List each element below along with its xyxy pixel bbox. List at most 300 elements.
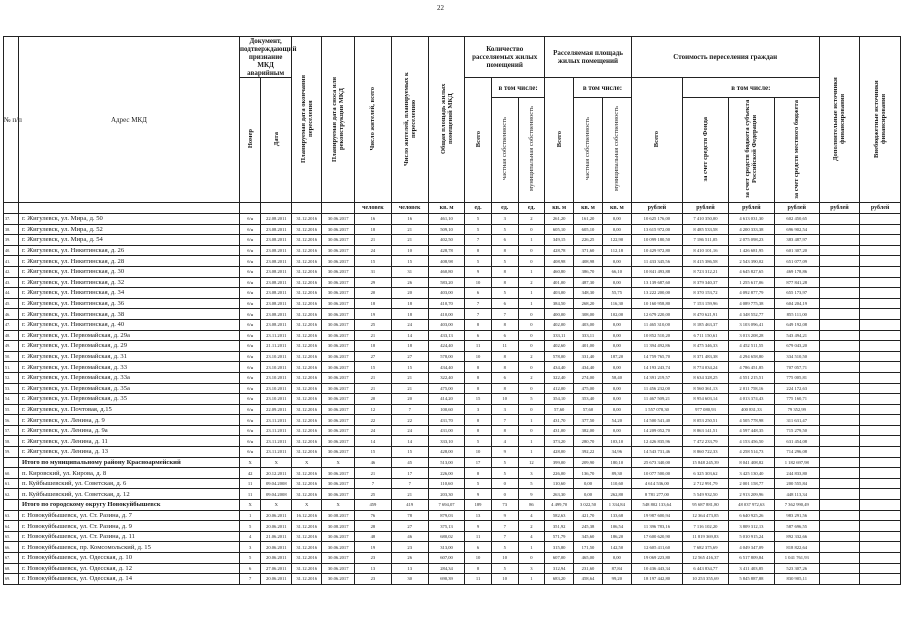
unit-cell: ед.: [491, 203, 518, 214]
value-cell: 110,60: [428, 478, 464, 489]
value-cell: 18: [355, 341, 391, 352]
value-cell: б/н: [239, 309, 260, 320]
value-cell: 410,00: [428, 309, 464, 320]
value-cell: 23.10.2011: [261, 372, 292, 383]
value-cell: б/н: [239, 277, 260, 288]
row-number: 61.: [4, 478, 19, 489]
value-cell: [819, 224, 860, 235]
value-cell: 9: [465, 489, 492, 500]
value-cell: 0,00: [602, 256, 631, 267]
value-cell: 30.06.2017: [322, 277, 355, 288]
value-cell: 322,40: [428, 372, 464, 383]
value-cell: 23.11.2011: [261, 415, 292, 426]
value-cell: 46: [355, 457, 391, 468]
value-cell: 14: [391, 330, 428, 341]
value-cell: 14 391 219,57: [631, 372, 682, 383]
value-cell: 4: [239, 531, 260, 542]
value-cell: 8: [465, 372, 492, 383]
value-cell: 23.08.2011: [261, 277, 292, 288]
value-cell: 30.06.2017: [322, 394, 355, 405]
value-cell: 10 625 176,00: [631, 214, 682, 225]
value-cell: [860, 394, 901, 405]
value-cell: 23.11.2011: [261, 330, 292, 341]
table-row: [4, 489, 901, 500]
value-cell: 0,00: [602, 394, 631, 405]
value-cell: 30.06.2017: [322, 415, 355, 426]
row-number: 41.: [4, 256, 19, 267]
value-cell: 428,78: [428, 245, 464, 256]
value-cell: 180,10: [602, 457, 631, 468]
value-cell: 5: [491, 256, 518, 267]
value-cell: [819, 235, 860, 246]
value-cell: 0: [491, 478, 518, 489]
header-area-incl: в том числе:: [574, 78, 632, 98]
value-cell: 4 092 877,79: [728, 288, 774, 299]
row-number: 37.: [4, 214, 19, 225]
address-cell: г. Жигулевск, ул. Никитинская, д. 38: [18, 309, 239, 320]
value-cell: б/н: [239, 362, 260, 373]
value-cell: 384,50: [545, 298, 574, 309]
address-cell: г. Новокуйбышевск, ул. Одесская, д. 10: [18, 553, 239, 564]
value-cell: 5 010 915,24: [728, 531, 774, 542]
value-cell: 649 192,08: [774, 319, 819, 330]
value-cell: 110,60: [545, 478, 574, 489]
value-cell: 9: [491, 447, 518, 458]
row-number: 55.: [4, 404, 19, 415]
value-cell: 31.12.2016: [292, 531, 322, 542]
value-cell: 30.06.2017: [322, 563, 355, 574]
value-cell: 15: [391, 447, 428, 458]
value-cell: [860, 256, 901, 267]
value-cell: 87,84: [602, 563, 631, 574]
value-cell: 19 987 600,94: [631, 510, 682, 521]
value-cell: [819, 319, 860, 330]
value-cell: 21: [355, 372, 391, 383]
value-cell: 403,00: [545, 288, 574, 299]
value-cell: 382,00: [574, 425, 603, 436]
value-cell: [819, 362, 860, 373]
row-number: 48.: [4, 330, 19, 341]
value-cell: 465,00: [574, 553, 603, 564]
value-cell: [819, 351, 860, 362]
value-cell: 13 139 687,60: [631, 277, 682, 288]
value-cell: 8 774 034,24: [683, 362, 729, 373]
header-area-total: Всего: [545, 78, 574, 203]
value-cell: [860, 553, 901, 564]
value-cell: 30.06.2017: [322, 288, 355, 299]
value-cell: 31.12.2016: [292, 563, 322, 574]
value-cell: [860, 468, 901, 479]
value-cell: 7: [355, 478, 391, 489]
value-cell: 5 549 932,50: [683, 489, 729, 500]
value-cell: 30.06.2017: [322, 574, 355, 585]
value-cell: 31.12.2016: [292, 542, 322, 553]
value-cell: 57,60: [574, 404, 603, 415]
address-cell: г. Жигулевск, ул. Ленина, д. 13: [18, 447, 239, 458]
value-cell: 86: [518, 500, 545, 511]
value-cell: 3: [491, 214, 518, 225]
value-cell: 14 543 731,46: [631, 447, 682, 458]
value-cell: 2 011 758,16: [728, 383, 774, 394]
table-row: [4, 372, 901, 383]
value-cell: 400,00: [545, 309, 574, 320]
value-cell: 31.12.2016: [292, 447, 322, 458]
row-number: 46.: [4, 309, 19, 320]
table-row: [4, 415, 901, 426]
address-cell: г. Новокуйбышевск, ул. Ст. Разина, д. 9: [18, 521, 239, 532]
value-cell: 10: [465, 277, 492, 288]
value-cell: 284,34: [428, 563, 464, 574]
value-cell: 10: [465, 351, 492, 362]
value-cell: 31.12.2016: [292, 415, 322, 426]
value-cell: 3: [518, 563, 545, 574]
unit-cell: кв. м: [602, 203, 631, 214]
value-cell: [860, 288, 901, 299]
value-cell: 23.11.2011: [261, 425, 292, 436]
value-cell: 714 296,08: [774, 447, 819, 458]
value-cell: 1: [518, 266, 545, 277]
value-cell: 26: [391, 553, 428, 564]
value-cell: 8: [465, 319, 492, 330]
value-cell: [819, 531, 860, 542]
value-cell: 7 362 990,49: [774, 500, 819, 511]
value-cell: 402,00: [545, 319, 574, 330]
value-cell: 696 902,54: [774, 224, 819, 235]
row-number: 50.: [4, 351, 19, 362]
value-cell: 23.10.2011: [261, 394, 292, 405]
value-cell: X: [322, 457, 355, 468]
value-cell: 27.06.2011: [261, 563, 292, 574]
table-row: [4, 553, 901, 564]
table-row: [4, 288, 901, 299]
value-cell: б/н: [239, 425, 260, 436]
address-cell: г. Жигулевск, ул. Мира, д. 54: [18, 235, 239, 246]
value-cell: 21: [391, 372, 428, 383]
value-cell: 431,70: [428, 415, 464, 426]
value-cell: [819, 256, 860, 267]
value-cell: 8 723 312,21: [683, 266, 729, 277]
value-cell: [860, 563, 901, 574]
header-total-area: Общая площадь жилых помещений МКД: [428, 37, 464, 203]
value-cell: [860, 510, 901, 521]
value-cell: 5: [518, 478, 545, 489]
value-cell: 31.12.2016: [292, 277, 322, 288]
value-cell: 11 396 783,16: [631, 521, 682, 532]
value-cell: 14: [355, 436, 391, 447]
value-cell: 10: [491, 553, 518, 564]
value-cell: 17 600 620,90: [631, 531, 682, 542]
value-cell: 31.12.2016: [292, 574, 322, 585]
value-cell: 30.06.2017: [322, 531, 355, 542]
value-cell: б/н: [239, 383, 260, 394]
value-cell: 3: [239, 542, 260, 553]
value-cell: 0: [518, 383, 545, 394]
value-cell: 308,00: [574, 309, 603, 320]
value-cell: 31.12.2016: [292, 214, 322, 225]
row-number: 49.: [4, 341, 19, 352]
value-cell: [819, 563, 860, 574]
row-number: 52.: [4, 372, 19, 383]
value-cell: 18: [355, 224, 391, 235]
value-cell: [860, 500, 901, 511]
value-cell: 12: [518, 457, 545, 468]
value-cell: 977 080,93: [683, 404, 729, 415]
value-cell: 30.06.2017: [322, 553, 355, 564]
value-cell: 0: [518, 245, 545, 256]
value-cell: 3 425 130,40: [728, 468, 774, 479]
value-cell: 690,39: [428, 574, 464, 585]
value-cell: 2: [518, 521, 545, 532]
value-cell: [860, 372, 901, 383]
value-cell: 578,00: [545, 351, 574, 362]
value-cell: 7 410 350,00: [683, 214, 729, 225]
value-cell: 22.09.2011: [261, 404, 292, 415]
value-cell: 31.12.2016: [292, 309, 322, 320]
value-cell: 20: [355, 288, 391, 299]
value-cell: 2: [518, 351, 545, 362]
value-cell: [860, 574, 901, 585]
value-cell: 4 200 333,38: [728, 224, 774, 235]
address-cell: г. Жигулевск, ул. Первомайская, д. 35а: [18, 383, 239, 394]
table-row: [4, 266, 901, 277]
value-cell: 7: [391, 404, 428, 415]
value-cell: 1: [518, 447, 545, 458]
value-cell: 31.12.2016: [292, 266, 322, 277]
value-cell: [819, 245, 860, 256]
value-cell: 1 182 697,98: [774, 457, 819, 468]
header-cost-incl: в том числе:: [683, 78, 820, 98]
value-cell: 353,40: [574, 394, 603, 405]
value-cell: 6: [465, 542, 492, 553]
address-cell: г. Жигулевск, ул. Первомайская, д. 33: [18, 362, 239, 373]
value-cell: 10: [491, 394, 518, 405]
subtotal-row: [4, 500, 901, 511]
value-cell: 19: [355, 309, 391, 320]
value-cell: 13: [355, 563, 391, 574]
value-cell: 428,00: [545, 447, 574, 458]
value-cell: 8: [491, 277, 518, 288]
value-cell: 7 186 511,05: [683, 235, 729, 246]
value-cell: 434,40: [428, 362, 464, 373]
value-cell: 14 500 541,40: [631, 415, 682, 426]
value-cell: б/н: [239, 447, 260, 458]
value-cell: 100,60: [428, 404, 464, 415]
value-cell: 11: [491, 341, 518, 352]
value-cell: [819, 288, 860, 299]
value-cell: 419: [391, 500, 428, 511]
value-cell: 23: [391, 542, 428, 553]
value-cell: 226,00: [428, 468, 464, 479]
value-cell: 263,30: [545, 489, 574, 500]
value-cell: [819, 542, 860, 553]
value-cell: 4 452 511,55: [728, 341, 774, 352]
value-cell: 203,30: [428, 489, 464, 500]
value-cell: б/н: [239, 436, 260, 447]
value-cell: 431,00: [545, 425, 574, 436]
value-cell: 21: [355, 330, 391, 341]
address-cell: Итого по городскому округу Новокуйбышевск: [18, 500, 239, 511]
value-cell: б/н: [239, 330, 260, 341]
value-cell: 15: [391, 362, 428, 373]
value-cell: 8 410 101,16: [683, 245, 729, 256]
value-cell: [819, 277, 860, 288]
value-cell: 15: [355, 362, 391, 373]
value-cell: [860, 404, 901, 415]
value-cell: 2 712 991,79: [683, 478, 729, 489]
value-cell: 4 551 215,51: [728, 372, 774, 383]
value-cell: 30.06.2017: [322, 468, 355, 479]
value-cell: 351,92: [545, 521, 574, 532]
header-residents-total: Число жителей, всего: [355, 37, 391, 203]
table-row: [4, 319, 901, 330]
value-cell: б/н: [239, 266, 260, 277]
value-cell: 5 845 887,88: [728, 574, 774, 585]
header-document: Документ, подтверждающий признание МКД аварийным: [239, 37, 297, 77]
row-number: [4, 457, 19, 468]
value-cell: 403,00: [428, 319, 464, 330]
value-cell: 0,00: [602, 330, 631, 341]
value-cell: 2 075 098,23: [728, 235, 774, 246]
value-cell: 1 557 078,30: [631, 404, 682, 415]
value-cell: 8: [465, 415, 492, 426]
row-number: 39.: [4, 235, 19, 246]
row-number: 63.: [4, 510, 19, 521]
row-number: 44.: [4, 288, 19, 299]
value-cell: 116,30: [602, 298, 631, 309]
value-cell: [819, 266, 860, 277]
value-cell: 3: [465, 404, 492, 415]
unit-cell: рублей: [860, 203, 901, 214]
header-planned-end: Планируемая дата окончания переселения: [292, 37, 322, 203]
value-cell: 09.04.2008: [261, 489, 292, 500]
value-cell: б/н: [239, 256, 260, 267]
value-cell: 16.12.2016: [292, 510, 322, 521]
table-row: [4, 235, 901, 246]
value-cell: 5: [491, 542, 518, 553]
value-cell: 775 160,71: [774, 394, 819, 405]
unit-cell: рублей: [819, 203, 860, 214]
value-cell: 21: [355, 235, 391, 246]
value-cell: 09.04.2008: [261, 478, 292, 489]
value-cell: 10 436 443,34: [631, 563, 682, 574]
address-cell: г. Жигулевск, ул. Мира, д. 52: [18, 224, 239, 235]
table-row: [4, 404, 901, 415]
value-cell: 0,00: [602, 341, 631, 352]
value-cell: 24: [391, 319, 428, 330]
value-cell: 383 487,97: [774, 235, 819, 246]
value-cell: 6 325 303,62: [683, 468, 729, 479]
address-cell: п. Кировский, ул. Кирова, д. 8: [18, 468, 239, 479]
value-cell: 262,80: [602, 489, 631, 500]
value-cell: [860, 436, 901, 447]
value-cell: [819, 383, 860, 394]
value-cell: 17: [465, 457, 492, 468]
row-number: 64.: [4, 521, 19, 532]
value-cell: 31.12.2016: [292, 478, 322, 489]
table-row: [4, 341, 901, 352]
value-cell: [819, 489, 860, 500]
value-cell: 103,10: [602, 436, 631, 447]
value-cell: 1 041 761,93: [774, 553, 819, 564]
value-cell: 8: [491, 383, 518, 394]
value-cell: [819, 214, 860, 225]
value-cell: 10 253 355,69: [683, 574, 729, 585]
value-cell: 6 711 150,61: [683, 330, 729, 341]
table-row: [4, 245, 901, 256]
value-cell: [819, 457, 860, 468]
value-cell: 402,50: [428, 235, 464, 246]
value-cell: 20.06.2011: [261, 521, 292, 532]
value-cell: 401,00: [574, 341, 603, 352]
table-header: [4, 37, 901, 214]
value-cell: 29: [355, 277, 391, 288]
row-number: 59.: [4, 447, 19, 458]
value-cell: 631 454,08: [774, 436, 819, 447]
value-cell: 428,00: [428, 447, 464, 458]
address-cell: г. Жигулевск, ул. Ленина, д. 9а: [18, 425, 239, 436]
value-cell: [860, 531, 901, 542]
address-cell: г. Новокуйбышевск, ул. Одесская, д. 14: [18, 574, 239, 585]
value-cell: 461,10: [428, 214, 464, 225]
value-cell: 12: [355, 404, 391, 415]
value-cell: 28: [355, 521, 391, 532]
value-cell: [819, 404, 860, 415]
value-cell: 20.12.2011: [261, 468, 292, 479]
value-cell: 421,70: [574, 510, 603, 521]
value-cell: 31: [391, 266, 428, 277]
value-cell: 0,00: [574, 489, 603, 500]
value-cell: 24: [391, 425, 428, 436]
value-cell: 683,20: [545, 574, 574, 585]
table-row: [4, 447, 901, 458]
value-cell: 10: [465, 447, 492, 458]
value-cell: 186,20: [602, 531, 631, 542]
value-cell: 1: [518, 574, 545, 585]
value-cell: 31.12.2016: [292, 351, 322, 362]
value-cell: 475,00: [428, 383, 464, 394]
value-cell: 4 348 552,77: [728, 309, 774, 320]
value-cell: 161,20: [574, 214, 603, 225]
value-cell: [860, 478, 901, 489]
value-cell: 6 443 834,77: [683, 563, 729, 574]
value-cell: 31.12.2016: [292, 341, 322, 352]
value-cell: [860, 425, 901, 436]
value-cell: 403,00: [574, 319, 603, 330]
value-cell: б/н: [239, 298, 260, 309]
value-cell: 30.06.2017: [322, 330, 355, 341]
value-cell: 7: [239, 574, 260, 585]
value-cell: 1: [518, 288, 545, 299]
unit-cell: ед.: [465, 203, 492, 214]
value-cell: 0: [518, 256, 545, 267]
table-row: [4, 383, 901, 394]
unit-cell: кв. м: [545, 203, 574, 214]
value-cell: 16: [391, 214, 428, 225]
value-cell: [860, 319, 901, 330]
value-cell: 8 954 603,14: [683, 394, 729, 405]
unit-cell: человек: [391, 203, 428, 214]
table-row: [4, 531, 901, 542]
value-cell: 23.08.2011: [261, 309, 292, 320]
value-cell: 11: [239, 489, 260, 500]
value-cell: [819, 394, 860, 405]
value-cell: 30.06.2017: [322, 341, 355, 352]
value-cell: 8 485 533,58: [683, 224, 729, 235]
value-cell: 8 053 250,51: [683, 415, 729, 426]
value-cell: 1 426 681,95: [728, 245, 774, 256]
value-cell: 31.12.2016: [292, 425, 322, 436]
value-cell: [819, 553, 860, 564]
